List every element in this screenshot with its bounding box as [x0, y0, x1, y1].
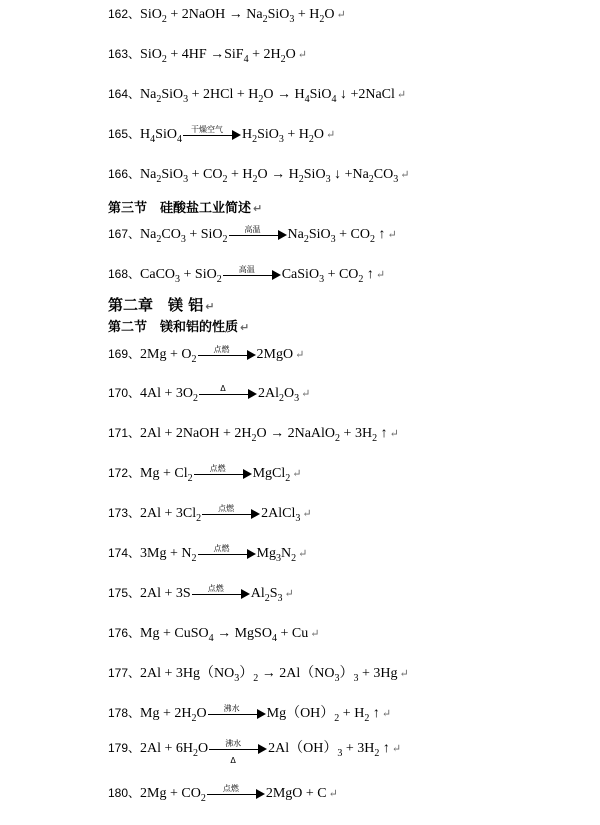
subscript: 2 — [196, 513, 202, 524]
equation-line — [108, 784, 338, 808]
equation-number: 167、 — [108, 227, 141, 241]
equation-text: SiO — [308, 227, 331, 242]
reaction-condition: 点燃 — [209, 463, 226, 473]
equation-text: + Cu — [276, 626, 309, 641]
equation-line — [108, 424, 399, 448]
condition-arrow-icon — [198, 344, 256, 361]
reaction-arrow-icon: → — [261, 666, 276, 681]
subscript: 2 — [191, 354, 197, 365]
paragraph-mark-icon: ↵ — [205, 300, 215, 313]
equation-text: 2NaAlO — [284, 426, 336, 441]
equation-text: + 3H — [340, 426, 373, 441]
subscript: 3 — [337, 748, 343, 759]
paragraph-mark-icon: ↵ — [326, 129, 336, 141]
equation-number: 177、 — [108, 666, 141, 680]
equation-text: 2MgO + C — [265, 786, 327, 801]
equation-text: Al — [250, 586, 265, 601]
subscript: 3 — [277, 593, 283, 604]
paragraph-mark-icon: ↵ — [375, 269, 386, 281]
equation-text: Mg + 2H — [140, 706, 192, 721]
equation-number: 173、 — [108, 506, 141, 520]
reaction-condition: 沸水 — [225, 738, 242, 748]
paragraph-mark-icon: ↵ — [284, 588, 294, 600]
subscript: 3 — [278, 134, 284, 145]
subscript: 4 — [271, 633, 277, 644]
reaction-condition: 点燃 — [218, 503, 235, 513]
equation-text: Na — [140, 167, 157, 182]
subscript: 3 — [183, 94, 189, 105]
subscript: 2 — [280, 54, 286, 65]
equation-text: Mg — [256, 546, 276, 561]
equation-text: Na — [242, 7, 263, 22]
equation-text: O — [284, 386, 295, 401]
equation-text: CO — [161, 227, 181, 242]
equation-line — [108, 584, 294, 608]
equation-text: + CO — [335, 227, 370, 242]
reaction-arrow-icon: → — [270, 426, 285, 441]
subscript: 2 — [156, 174, 162, 185]
condition-arrow-icon — [207, 783, 265, 800]
equation-text: + H — [283, 127, 309, 142]
equation-text: O — [257, 167, 272, 182]
subscript: 2 — [191, 553, 197, 564]
equation-text: O — [263, 87, 278, 102]
equation-number: 175、 — [108, 586, 141, 600]
equation-text: 4Al + 3O — [140, 386, 194, 401]
subscript: 2 — [252, 134, 258, 145]
subscript: 3 — [330, 234, 336, 245]
subscript: 2 — [334, 713, 340, 724]
equation-text: 2Al — [258, 386, 280, 401]
subscript: 2 — [358, 274, 364, 285]
equation-text: Mg + CuSO — [140, 626, 209, 641]
reaction-condition: 点燃 — [213, 543, 230, 553]
paragraph-mark-icon: ↵ — [297, 49, 307, 61]
equation-text: ↑ — [369, 706, 380, 721]
subscript: 3 — [353, 673, 359, 684]
section-heading: 第二节 镁和铝的性质 ↵ — [108, 320, 250, 335]
paragraph-mark-icon: ↵ — [310, 628, 320, 640]
equation-line — [108, 45, 307, 69]
subscript: 2 — [298, 174, 304, 185]
paragraph-mark-icon: ↵ — [387, 229, 397, 241]
paragraph-mark-icon: ↵ — [240, 321, 250, 334]
subscript: 2 — [222, 174, 228, 185]
equation-text: SiO — [155, 127, 177, 142]
equation-text: O — [196, 706, 207, 721]
equation-text: MgCl — [252, 466, 286, 481]
subscript: 2 — [372, 433, 378, 444]
subscript: 2 — [335, 433, 341, 444]
condition-arrow-icon — [229, 224, 287, 241]
paragraph-mark-icon: ↵ — [302, 508, 312, 520]
equation-text: + CO — [324, 267, 359, 282]
equation-text: 2Al + 6H — [140, 741, 194, 756]
subscript: 2 — [161, 54, 167, 65]
equation-text: + H — [339, 706, 365, 721]
paragraph-mark-icon: ↵ — [253, 202, 263, 215]
reaction-arrow-icon: → — [271, 167, 286, 182]
equation-text: ） — [339, 666, 354, 681]
equation-text: SiO — [303, 167, 326, 182]
equation-text: O — [313, 127, 325, 142]
equation-text: O — [256, 426, 271, 441]
subscript: 2 — [262, 14, 268, 25]
subscript: 3 — [294, 393, 300, 404]
equation-text: + 3H — [342, 741, 375, 756]
paragraph-mark-icon: ↵ — [295, 349, 305, 361]
subscript: 2 — [222, 234, 228, 245]
subscript: 2 — [308, 134, 314, 145]
subscript: 4 — [243, 54, 249, 65]
equation-text: SiO — [140, 47, 162, 62]
equation-text: 2Mg + CO — [140, 786, 201, 801]
equation-text: + CO — [188, 167, 223, 182]
equation-number: 163、 — [108, 47, 141, 61]
equation-number: 169、 — [108, 347, 141, 361]
reaction-condition: 干燥空气 — [190, 124, 223, 134]
subscript: 4 — [331, 94, 337, 105]
subscript: 2 — [251, 433, 257, 444]
subscript: 3 — [289, 14, 295, 25]
subscript: 3 — [319, 274, 325, 285]
equation-line — [108, 165, 409, 189]
equation-text: 2Al + 2NaOH + 2H — [140, 426, 252, 441]
condition-arrow-icon — [209, 738, 267, 765]
equation-number: 170、 — [108, 386, 141, 400]
equation-text: SiO — [161, 167, 184, 182]
reaction-arrow-icon: → — [210, 47, 225, 62]
reaction-condition-below: Δ — [230, 755, 236, 765]
equation-line — [108, 225, 397, 249]
equation-text: + H — [227, 167, 253, 182]
reaction-condition: 沸水 — [223, 703, 240, 713]
equation-text: ↑ — [379, 741, 390, 756]
equation-text: ↓ +2NaCl — [336, 87, 395, 102]
subscript: 2 — [374, 748, 380, 759]
subscript: 4 — [304, 94, 310, 105]
equation-text: CaCO — [140, 267, 176, 282]
equation-text: + 4HF — [166, 47, 211, 62]
equation-line — [108, 544, 307, 568]
equation-line — [108, 5, 346, 29]
equation-line — [108, 125, 335, 149]
subscript: 2 — [258, 94, 264, 105]
subscript: 3 — [393, 174, 399, 185]
equation-text: CaSiO — [281, 267, 320, 282]
condition-arrow-icon — [223, 264, 281, 281]
equation-text: SiO — [257, 127, 279, 142]
equation-text: MgSO — [231, 626, 272, 641]
equation-text: Na — [140, 87, 157, 102]
subscript: 2 — [319, 14, 325, 25]
subscript: 2 — [253, 673, 259, 684]
reaction-arrow-icon: → — [277, 87, 292, 102]
subscript: 3 — [295, 513, 301, 524]
reaction-condition: 高温 — [244, 224, 261, 234]
equation-text: SiO — [267, 7, 290, 22]
subscript: 2 — [303, 234, 309, 245]
equation-text: + 2H — [248, 47, 281, 62]
reaction-condition: 点燃 — [207, 583, 224, 593]
equation-text: SiO — [140, 7, 162, 22]
equation-text: CO — [373, 167, 394, 182]
paragraph-mark-icon: ↵ — [336, 9, 346, 21]
equation-number: 166、 — [108, 167, 141, 181]
equation-text: 2MgO — [256, 347, 294, 362]
equation-line — [108, 265, 385, 289]
equation-text: + 2NaOH — [166, 7, 229, 22]
equation-text: S — [269, 586, 278, 601]
paragraph-mark-icon: ↵ — [328, 788, 338, 800]
equation-text: SiO — [309, 87, 332, 102]
equation-text: H — [241, 127, 253, 142]
equation-text: Na — [287, 227, 304, 242]
equation-text: 2Al + 3S — [140, 586, 191, 601]
equation-line — [108, 504, 312, 528]
equation-line — [108, 664, 409, 688]
subscript: 2 — [187, 473, 193, 484]
subscript: 3 — [234, 673, 240, 684]
paragraph-mark-icon: ↵ — [399, 668, 409, 680]
equation-text: ↑ — [377, 426, 388, 441]
equation-number: 179、 — [108, 741, 141, 755]
subscript: 2 — [264, 593, 270, 604]
condition-arrow-icon — [183, 124, 241, 141]
equation-text: ↓ +Na — [330, 167, 369, 182]
subscript: 2 — [156, 234, 162, 245]
equation-number: 176、 — [108, 626, 141, 640]
paragraph-mark-icon: ↵ — [391, 743, 402, 755]
equation-text: ↑ — [363, 267, 374, 282]
equation-line — [108, 624, 319, 648]
condition-arrow-icon — [208, 703, 266, 720]
equation-text: 2AlCl — [261, 506, 296, 521]
equation-text: O — [324, 7, 335, 22]
subscript: 2 — [252, 174, 258, 185]
equation-text: SiO — [161, 87, 184, 102]
subscript: 2 — [200, 793, 206, 804]
equation-text: O — [285, 47, 296, 62]
equation-text: 3Mg + N — [140, 546, 192, 561]
paragraph-mark-icon: ↵ — [389, 428, 399, 440]
equation-text: H — [140, 127, 151, 142]
section-heading: 第三节 硅酸盐工业简述 ↵ — [108, 201, 263, 216]
subscript: 4 — [208, 633, 214, 644]
equation-text: + 2HCl + H — [188, 87, 259, 102]
reaction-condition: 高温 — [238, 264, 255, 274]
equation-text: O — [198, 741, 209, 756]
subscript: 3 — [183, 174, 189, 185]
chapter-heading: 第二章 镁 铝 ↵ — [108, 296, 215, 314]
subscript: 2 — [191, 713, 197, 724]
equation-text: Mg（OH） — [266, 706, 335, 721]
subscript: 2 — [364, 713, 370, 724]
subscript: 3 — [175, 274, 181, 285]
subscript: 2 — [368, 174, 374, 185]
equation-text: Na — [140, 227, 157, 242]
equation-line — [108, 739, 401, 763]
equation-text: 2Al + 3Cl — [140, 506, 197, 521]
subscript: 2 — [193, 748, 199, 759]
condition-arrow-icon — [194, 463, 252, 480]
paragraph-mark-icon: ↵ — [298, 548, 308, 560]
equation-number: 165、 — [108, 127, 141, 141]
equation-text: + H — [294, 7, 320, 22]
subscript: 2 — [285, 473, 291, 484]
equation-text: H — [285, 167, 299, 182]
paragraph-mark-icon: ↵ — [301, 388, 311, 400]
equation-line — [108, 345, 304, 369]
reaction-condition: 点燃 — [222, 783, 239, 793]
equation-number: 172、 — [108, 466, 141, 480]
equation-line — [108, 384, 310, 408]
equation-text: 2Al（NO — [275, 666, 335, 681]
subscript: 2 — [216, 274, 222, 285]
condition-arrow-icon — [198, 543, 256, 560]
paragraph-mark-icon: ↵ — [400, 169, 410, 181]
equation-text: Mg + Cl — [140, 466, 188, 481]
subscript: 2 — [156, 94, 162, 105]
paragraph-mark-icon: ↵ — [381, 708, 392, 720]
condition-arrow-icon — [192, 583, 250, 600]
reaction-condition: 点燃 — [213, 344, 230, 354]
subscript: 3 — [334, 673, 340, 684]
equation-text: + SiO — [180, 267, 217, 282]
equation-line — [108, 464, 302, 488]
equation-text: 2Al + 3Hg（NO — [140, 666, 235, 681]
subscript: 3 — [325, 174, 331, 185]
paragraph-mark-icon: ↵ — [396, 89, 407, 101]
equation-number: 180、 — [108, 786, 141, 800]
equation-line — [108, 85, 406, 109]
equation-text: 2Mg + O — [140, 347, 192, 362]
equation-text: + 3Hg — [358, 666, 398, 681]
equation-number: 164、 — [108, 87, 141, 101]
subscript: 3 — [180, 234, 186, 245]
condition-arrow-icon — [199, 383, 257, 400]
equation-text: ） — [239, 666, 254, 681]
equation-number: 174、 — [108, 546, 141, 560]
equation-text: ↑ — [374, 227, 386, 242]
equation-number: 171、 — [108, 426, 141, 440]
subscript: 2 — [161, 14, 167, 25]
equation-number: 178、 — [108, 706, 141, 720]
equation-text: SiF — [224, 47, 244, 62]
equation-text: H — [291, 87, 305, 102]
equation-text: N — [280, 546, 292, 561]
equation-number: 168、 — [108, 267, 141, 281]
subscript: 2 — [193, 393, 199, 404]
reaction-arrow-icon: → — [217, 626, 232, 641]
subscript: 2 — [279, 393, 285, 404]
reaction-arrow-icon: → — [228, 7, 243, 22]
subscript: 2 — [291, 553, 297, 564]
subscript: 4 — [150, 134, 156, 145]
equation-number: 162、 — [108, 7, 141, 21]
paragraph-mark-icon: ↵ — [292, 468, 302, 480]
reaction-condition: Δ — [220, 383, 226, 393]
equation-text: 2Al（OH） — [268, 741, 338, 756]
subscript: 3 — [275, 553, 281, 564]
condition-arrow-icon — [202, 503, 260, 520]
equation-line — [108, 704, 391, 728]
equation-text: + SiO — [185, 227, 223, 242]
subscript: 4 — [176, 134, 182, 145]
subscript: 2 — [369, 234, 375, 245]
